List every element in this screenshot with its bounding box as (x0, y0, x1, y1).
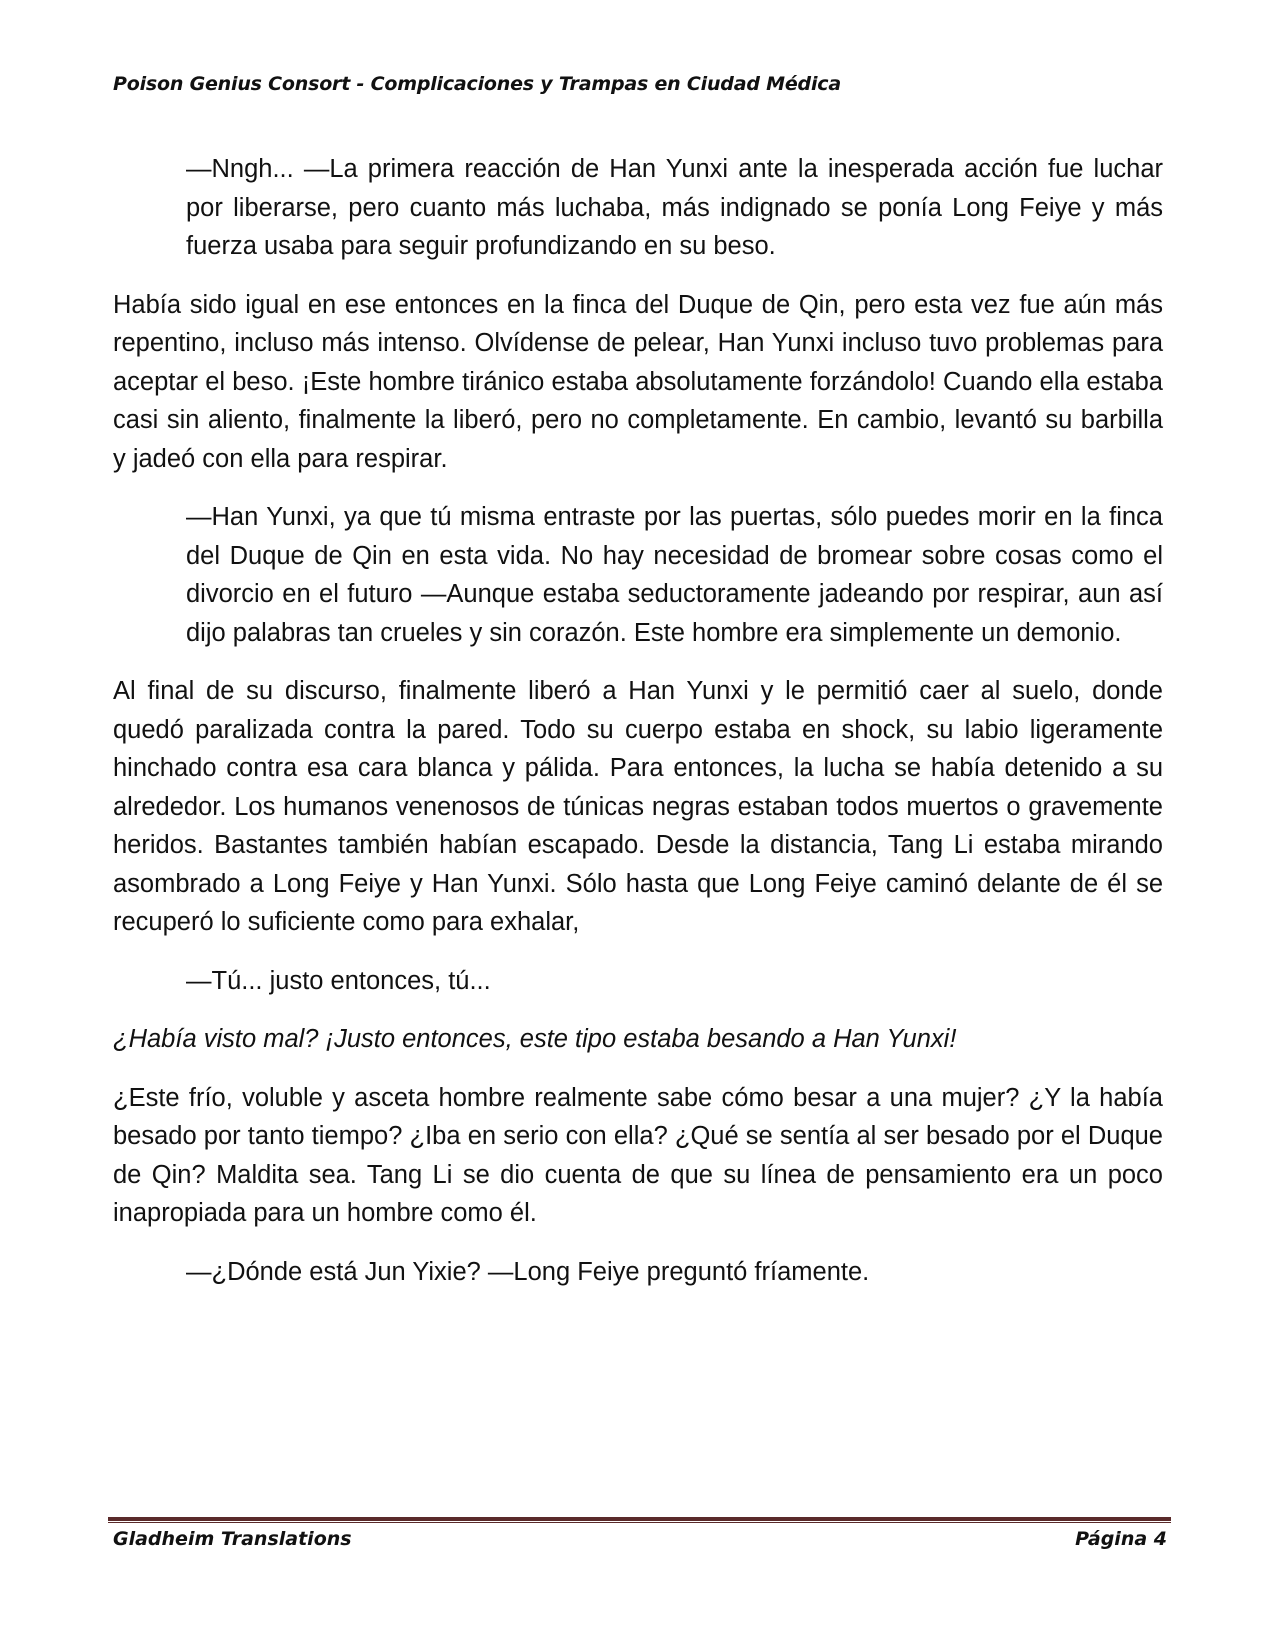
paragraph-dialogue-1: —Nngh... —La primera reacción de Han Yunxi ante la inesperada acción fue luchar por liberarse, pero cuanto más luchaba, más indignado se ponía Long Feiye y más fuerza usaba para seguir profundizando en su beso. (186, 155, 1163, 260)
footer-page-number: Página 4 (1075, 1528, 1167, 1550)
footer-publisher: Gladheim Translations (113, 1528, 352, 1550)
paragraph-narration-3: ¿Este frío, voluble y asceta hombre realmente sabe cómo besar a una mujer? ¿Y la había besado por tanto tiempo? ¿Iba en serio con ella? ¿Qué se sentía al ser besado por el Duque de Qin? Maldita sea. Tang Li se dio cuenta de que su línea de pensamiento era un poco inapropiada para un hombre como él. (113, 1083, 1163, 1227)
paragraph-narration-2: Al final de su discurso, finalmente liberó a Han Yunxi y le permitió caer al suelo, donde quedó paralizada contra la pared. Todo su cuerpo estaba en shock, su labio ligeramente hinchado contra esa cara blanca y pálida. Para entonces, la lucha se había detenido a su alrededor. Los humanos venenosos de túnicas negras estaban todos muertos o gravemente heridos. Bastantes también habían escapado. Desde la distancia, Tang Li estaba mirando asombrado a Long Feiye y Han Yunxi. Sólo hasta que Long Feiye caminó delante de él se recuperó lo suficiente como para exhalar, (113, 677, 1163, 936)
paragraph-dialogue-2: —Han Yunxi, ya que tú misma entraste por las puertas, sólo puedes morir en la finca del Duque de Qin en esta vida. No hay necesidad de bromear sobre cosas como el divorcio en el futuro —Aunque estaba seductoramente jadeando por respirar, aun así dijo palabras tan crueles y sin corazón. Este hombre era simplemente un demonio. (186, 503, 1163, 647)
paragraph-narration-1: Había sido igual en ese entonces en la finca del Duque de Qin, pero esta vez fue aún más repentino, incluso más intenso. Olvídense de pelear, Han Yunxi incluso tuvo problemas para aceptar el beso. ¡Este hombre tiránico estaba absolutamente forzándolo! Cuando ella estaba casi sin aliento, finalmente la liberó, pero no completamente. En cambio, levantó su barbilla y jadeó con ella para respirar. (113, 290, 1163, 473)
paragraph-dialogue-3: —Tú... justo entonces, tú... (186, 966, 491, 995)
paragraph-thought: ¿Había visto mal? ¡Justo entonces, este tipo estaba besando a Han Yunxi! (113, 1025, 957, 1053)
page-header-title: Poison Genius Consort - Complicaciones y Trampas en Ciudad Médica (113, 73, 841, 95)
footer-divider (108, 1517, 1171, 1523)
paragraph-dialogue-4: —¿Dónde está Jun Yixie? —Long Feiye preguntó fríamente. (186, 1257, 870, 1286)
page-body (113, 150, 1163, 1311)
